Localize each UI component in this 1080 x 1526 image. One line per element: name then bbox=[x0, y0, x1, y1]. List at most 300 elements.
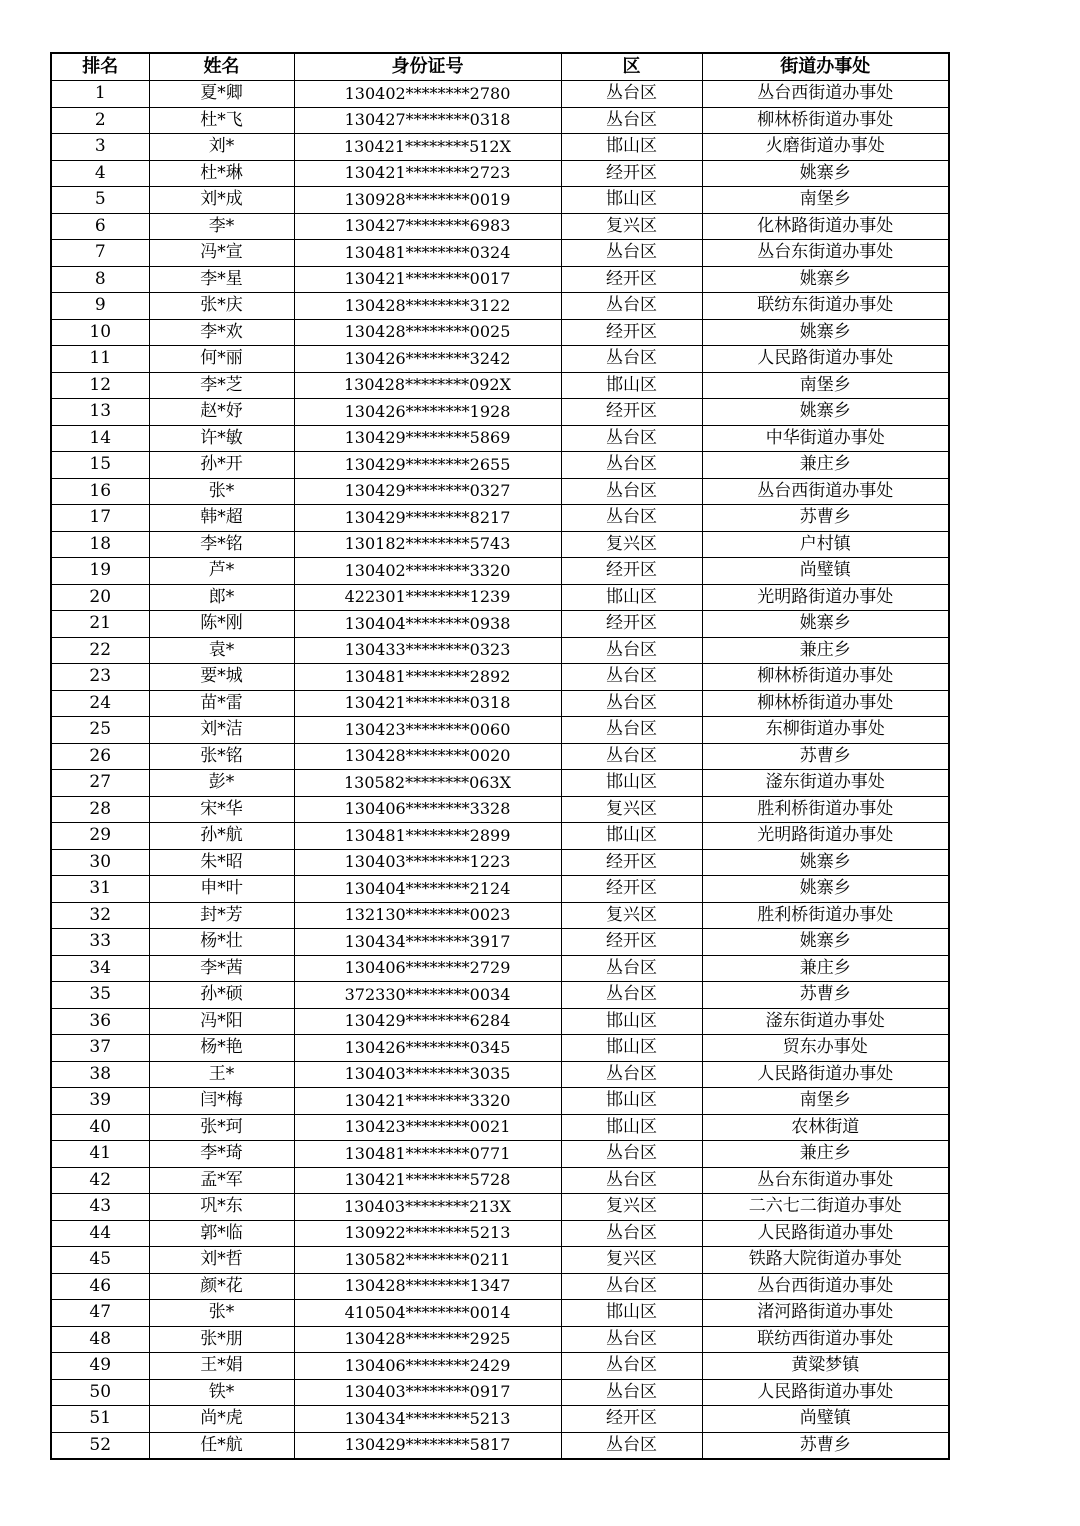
id-number-cell: 130421********512X bbox=[294, 134, 561, 161]
subdistrict-office-cell: 姚寨乡 bbox=[702, 399, 949, 426]
header-name: 姓名 bbox=[149, 53, 294, 81]
table-body bbox=[51, 81, 949, 1460]
name-cell: 王*娟 bbox=[149, 1353, 294, 1380]
table-row bbox=[51, 1379, 949, 1406]
name-cell: 李*茜 bbox=[149, 955, 294, 982]
rank-cell: 24 bbox=[51, 690, 149, 717]
id-number-cell: 130423********0060 bbox=[294, 717, 561, 744]
table-row bbox=[51, 1194, 949, 1221]
id-number-cell: 130426********3242 bbox=[294, 346, 561, 373]
table-row bbox=[51, 107, 949, 134]
district-cell: 丛台区 bbox=[561, 425, 702, 452]
district-cell: 丛台区 bbox=[561, 478, 702, 505]
district-cell: 经开区 bbox=[561, 558, 702, 585]
rank-cell: 52 bbox=[51, 1432, 149, 1459]
rank-cell: 28 bbox=[51, 796, 149, 823]
name-cell: 赵*妤 bbox=[149, 399, 294, 426]
district-cell: 丛台区 bbox=[561, 452, 702, 479]
rank-cell: 2 bbox=[51, 107, 149, 134]
subdistrict-office-cell: 兼庄乡 bbox=[702, 955, 949, 982]
rank-cell: 5 bbox=[51, 187, 149, 214]
id-number-cell: 130421********2723 bbox=[294, 160, 561, 187]
rank-cell: 30 bbox=[51, 849, 149, 876]
rank-cell: 45 bbox=[51, 1247, 149, 1274]
table-row bbox=[51, 955, 949, 982]
name-cell: 张*铭 bbox=[149, 743, 294, 770]
district-cell: 丛台区 bbox=[561, 1353, 702, 1380]
id-number-cell: 130433********0323 bbox=[294, 637, 561, 664]
district-cell: 邯山区 bbox=[561, 1088, 702, 1115]
rank-cell: 43 bbox=[51, 1194, 149, 1221]
table-row bbox=[51, 690, 949, 717]
table-row bbox=[51, 1035, 949, 1062]
subdistrict-office-cell: 二六七二街道办事处 bbox=[702, 1194, 949, 1221]
subdistrict-office-cell: 贸东办事处 bbox=[702, 1035, 949, 1062]
id-number-cell: 130403********213X bbox=[294, 1194, 561, 1221]
id-number-cell: 130481********0771 bbox=[294, 1141, 561, 1168]
header-id-number: 身份证号 bbox=[294, 53, 561, 81]
rank-cell: 15 bbox=[51, 452, 149, 479]
name-cell: 李*欢 bbox=[149, 319, 294, 346]
name-cell: 郎* bbox=[149, 584, 294, 611]
subdistrict-office-cell: 丛台西街道办事处 bbox=[702, 81, 949, 108]
header-subdistrict-office: 街道办事处 bbox=[702, 53, 949, 81]
subdistrict-office-cell: 兼庄乡 bbox=[702, 452, 949, 479]
table-row bbox=[51, 399, 949, 426]
rank-cell: 23 bbox=[51, 664, 149, 691]
subdistrict-office-cell: 苏曹乡 bbox=[702, 1432, 949, 1459]
id-number-cell: 132130********0023 bbox=[294, 902, 561, 929]
district-cell: 丛台区 bbox=[561, 690, 702, 717]
name-cell: 李*芝 bbox=[149, 372, 294, 399]
name-cell: 郭*临 bbox=[149, 1220, 294, 1247]
rank-cell: 17 bbox=[51, 505, 149, 532]
id-number-cell: 372330********0034 bbox=[294, 982, 561, 1009]
subdistrict-office-cell: 东柳街道办事处 bbox=[702, 717, 949, 744]
rank-cell: 36 bbox=[51, 1008, 149, 1035]
id-number-cell: 130403********3035 bbox=[294, 1061, 561, 1088]
subdistrict-office-cell: 姚寨乡 bbox=[702, 876, 949, 903]
name-cell: 任*航 bbox=[149, 1432, 294, 1459]
rank-cell: 10 bbox=[51, 319, 149, 346]
district-cell: 丛台区 bbox=[561, 955, 702, 982]
name-cell: 袁* bbox=[149, 637, 294, 664]
id-number-cell: 130428********2925 bbox=[294, 1326, 561, 1353]
name-cell: 铁* bbox=[149, 1379, 294, 1406]
name-cell: 许*敏 bbox=[149, 425, 294, 452]
district-cell: 丛台区 bbox=[561, 664, 702, 691]
id-number-cell: 130402********3320 bbox=[294, 558, 561, 585]
id-number-cell: 130434********3917 bbox=[294, 929, 561, 956]
table-row bbox=[51, 1008, 949, 1035]
id-number-cell: 130421********0017 bbox=[294, 266, 561, 293]
rank-cell: 19 bbox=[51, 558, 149, 585]
header-row bbox=[51, 53, 949, 81]
rank-cell: 20 bbox=[51, 584, 149, 611]
district-cell: 丛台区 bbox=[561, 107, 702, 134]
rank-cell: 13 bbox=[51, 399, 149, 426]
district-cell: 邯山区 bbox=[561, 1035, 702, 1062]
subdistrict-office-cell: 尚璧镇 bbox=[702, 558, 949, 585]
name-cell: 刘*洁 bbox=[149, 717, 294, 744]
rank-cell: 48 bbox=[51, 1326, 149, 1353]
subdistrict-office-cell: 滏东街道办事处 bbox=[702, 770, 949, 797]
subdistrict-office-cell: 人民路街道办事处 bbox=[702, 346, 949, 373]
subdistrict-office-cell: 渚河路街道办事处 bbox=[702, 1300, 949, 1327]
district-cell: 丛台区 bbox=[561, 240, 702, 267]
rank-cell: 39 bbox=[51, 1088, 149, 1115]
table-row bbox=[51, 849, 949, 876]
table-row bbox=[51, 770, 949, 797]
name-cell: 申*叶 bbox=[149, 876, 294, 903]
id-number-cell: 130426********1928 bbox=[294, 399, 561, 426]
subdistrict-office-cell: 黄粱梦镇 bbox=[702, 1353, 949, 1380]
district-cell: 经开区 bbox=[561, 611, 702, 638]
table-row bbox=[51, 1273, 949, 1300]
district-cell: 丛台区 bbox=[561, 1141, 702, 1168]
id-number-cell: 130182********5743 bbox=[294, 531, 561, 558]
rank-cell: 47 bbox=[51, 1300, 149, 1327]
rank-cell: 33 bbox=[51, 929, 149, 956]
rank-cell: 6 bbox=[51, 213, 149, 240]
subdistrict-office-cell: 胜利桥街道办事处 bbox=[702, 902, 949, 929]
id-number-cell: 130922********5213 bbox=[294, 1220, 561, 1247]
table-row bbox=[51, 240, 949, 267]
header-rank: 排名 bbox=[51, 53, 149, 81]
table-row bbox=[51, 902, 949, 929]
name-cell: 孙*硕 bbox=[149, 982, 294, 1009]
table-row bbox=[51, 1088, 949, 1115]
subdistrict-office-cell: 丛台东街道办事处 bbox=[702, 240, 949, 267]
subdistrict-office-cell: 苏曹乡 bbox=[702, 982, 949, 1009]
table-row bbox=[51, 134, 949, 161]
district-cell: 丛台区 bbox=[561, 1326, 702, 1353]
name-cell: 何*丽 bbox=[149, 346, 294, 373]
name-cell: 芦* bbox=[149, 558, 294, 585]
district-cell: 经开区 bbox=[561, 1406, 702, 1433]
rank-cell: 37 bbox=[51, 1035, 149, 1062]
subdistrict-office-cell: 苏曹乡 bbox=[702, 505, 949, 532]
district-cell: 丛台区 bbox=[561, 1379, 702, 1406]
table-row bbox=[51, 1353, 949, 1380]
table-row bbox=[51, 717, 949, 744]
header-district: 区 bbox=[561, 53, 702, 81]
district-cell: 复兴区 bbox=[561, 796, 702, 823]
rank-cell: 32 bbox=[51, 902, 149, 929]
name-cell: 宋*华 bbox=[149, 796, 294, 823]
id-number-cell: 130481********0324 bbox=[294, 240, 561, 267]
district-cell: 丛台区 bbox=[561, 505, 702, 532]
name-cell: 闫*梅 bbox=[149, 1088, 294, 1115]
subdistrict-office-cell: 人民路街道办事处 bbox=[702, 1061, 949, 1088]
name-cell: 张* bbox=[149, 1300, 294, 1327]
table-row bbox=[51, 823, 949, 850]
subdistrict-office-cell: 户村镇 bbox=[702, 531, 949, 558]
name-cell: 夏*卿 bbox=[149, 81, 294, 108]
rank-cell: 42 bbox=[51, 1167, 149, 1194]
name-cell: 杨*壮 bbox=[149, 929, 294, 956]
table-row bbox=[51, 505, 949, 532]
id-number-cell: 130404********0938 bbox=[294, 611, 561, 638]
rank-cell: 50 bbox=[51, 1379, 149, 1406]
name-cell: 冯*阳 bbox=[149, 1008, 294, 1035]
table-row bbox=[51, 929, 949, 956]
subdistrict-office-cell: 苏曹乡 bbox=[702, 743, 949, 770]
id-number-cell: 130429********5817 bbox=[294, 1432, 561, 1459]
subdistrict-office-cell: 铁路大院街道办事处 bbox=[702, 1247, 949, 1274]
subdistrict-office-cell: 光明路街道办事处 bbox=[702, 584, 949, 611]
subdistrict-office-cell: 中华街道办事处 bbox=[702, 425, 949, 452]
subdistrict-office-cell: 姚寨乡 bbox=[702, 160, 949, 187]
subdistrict-office-cell: 人民路街道办事处 bbox=[702, 1220, 949, 1247]
id-number-cell: 130406********2729 bbox=[294, 955, 561, 982]
rank-cell: 4 bbox=[51, 160, 149, 187]
id-number-cell: 130582********063X bbox=[294, 770, 561, 797]
district-cell: 经开区 bbox=[561, 876, 702, 903]
name-cell: 孙*航 bbox=[149, 823, 294, 850]
table-row bbox=[51, 1061, 949, 1088]
id-number-cell: 130421********5728 bbox=[294, 1167, 561, 1194]
district-cell: 邯山区 bbox=[561, 584, 702, 611]
rank-cell: 46 bbox=[51, 1273, 149, 1300]
rank-cell: 22 bbox=[51, 637, 149, 664]
subdistrict-office-cell: 姚寨乡 bbox=[702, 611, 949, 638]
id-number-cell: 130481********2899 bbox=[294, 823, 561, 850]
table-row bbox=[51, 743, 949, 770]
subdistrict-office-cell: 人民路街道办事处 bbox=[702, 1379, 949, 1406]
subdistrict-office-cell: 兼庄乡 bbox=[702, 1141, 949, 1168]
id-number-cell: 130403********0917 bbox=[294, 1379, 561, 1406]
district-cell: 丛台区 bbox=[561, 346, 702, 373]
district-cell: 丛台区 bbox=[561, 1167, 702, 1194]
id-number-cell: 130434********5213 bbox=[294, 1406, 561, 1433]
district-cell: 复兴区 bbox=[561, 1247, 702, 1274]
name-cell: 刘* bbox=[149, 134, 294, 161]
subdistrict-office-cell: 兼庄乡 bbox=[702, 637, 949, 664]
name-cell: 颜*花 bbox=[149, 1273, 294, 1300]
table-row bbox=[51, 266, 949, 293]
id-number-cell: 130421********3320 bbox=[294, 1088, 561, 1115]
name-cell: 巩*东 bbox=[149, 1194, 294, 1221]
district-cell: 复兴区 bbox=[561, 531, 702, 558]
district-cell: 丛台区 bbox=[561, 1273, 702, 1300]
id-number-cell: 130428********0020 bbox=[294, 743, 561, 770]
table-row bbox=[51, 531, 949, 558]
rank-cell: 14 bbox=[51, 425, 149, 452]
rank-cell: 7 bbox=[51, 240, 149, 267]
name-cell: 杜*琳 bbox=[149, 160, 294, 187]
name-cell: 刘*哲 bbox=[149, 1247, 294, 1274]
name-cell: 李*星 bbox=[149, 266, 294, 293]
id-number-cell: 130427********0318 bbox=[294, 107, 561, 134]
name-cell: 张*朋 bbox=[149, 1326, 294, 1353]
rank-cell: 41 bbox=[51, 1141, 149, 1168]
district-cell: 丛台区 bbox=[561, 717, 702, 744]
rank-cell: 27 bbox=[51, 770, 149, 797]
subdistrict-office-cell: 丛台西街道办事处 bbox=[702, 1273, 949, 1300]
name-cell: 李* bbox=[149, 213, 294, 240]
table-row bbox=[51, 584, 949, 611]
subdistrict-office-cell: 胜利桥街道办事处 bbox=[702, 796, 949, 823]
id-number-cell: 130428********0025 bbox=[294, 319, 561, 346]
table-row bbox=[51, 478, 949, 505]
rank-cell: 16 bbox=[51, 478, 149, 505]
rank-cell: 21 bbox=[51, 611, 149, 638]
rank-cell: 40 bbox=[51, 1114, 149, 1141]
district-cell: 经开区 bbox=[561, 399, 702, 426]
name-cell: 张*庆 bbox=[149, 293, 294, 320]
table-row bbox=[51, 1167, 949, 1194]
table-row bbox=[51, 1406, 949, 1433]
district-cell: 丛台区 bbox=[561, 293, 702, 320]
district-cell: 经开区 bbox=[561, 266, 702, 293]
name-cell: 苗*雷 bbox=[149, 690, 294, 717]
name-cell: 张*珂 bbox=[149, 1114, 294, 1141]
rank-cell: 34 bbox=[51, 955, 149, 982]
district-cell: 复兴区 bbox=[561, 213, 702, 240]
district-cell: 丛台区 bbox=[561, 1061, 702, 1088]
district-cell: 邯山区 bbox=[561, 770, 702, 797]
name-cell: 彭* bbox=[149, 770, 294, 797]
name-cell: 韩*超 bbox=[149, 505, 294, 532]
id-number-cell: 130429********6284 bbox=[294, 1008, 561, 1035]
district-cell: 丛台区 bbox=[561, 1220, 702, 1247]
name-cell: 张* bbox=[149, 478, 294, 505]
subdistrict-office-cell: 南堡乡 bbox=[702, 372, 949, 399]
table-row bbox=[51, 796, 949, 823]
id-number-cell: 130423********0021 bbox=[294, 1114, 561, 1141]
name-cell: 刘*成 bbox=[149, 187, 294, 214]
table-row bbox=[51, 664, 949, 691]
district-cell: 复兴区 bbox=[561, 1194, 702, 1221]
district-cell: 丛台区 bbox=[561, 1432, 702, 1459]
table-row bbox=[51, 346, 949, 373]
district-cell: 邯山区 bbox=[561, 372, 702, 399]
id-number-cell: 130404********2124 bbox=[294, 876, 561, 903]
rank-cell: 9 bbox=[51, 293, 149, 320]
subdistrict-office-cell: 火磨街道办事处 bbox=[702, 134, 949, 161]
id-number-cell: 130428********092X bbox=[294, 372, 561, 399]
subdistrict-office-cell: 化林路街道办事处 bbox=[702, 213, 949, 240]
district-cell: 丛台区 bbox=[561, 743, 702, 770]
rank-cell: 12 bbox=[51, 372, 149, 399]
rank-cell: 26 bbox=[51, 743, 149, 770]
table-row bbox=[51, 1300, 949, 1327]
table-row bbox=[51, 982, 949, 1009]
rank-cell: 44 bbox=[51, 1220, 149, 1247]
id-number-cell: 130429********5869 bbox=[294, 425, 561, 452]
table-row bbox=[51, 187, 949, 214]
id-number-cell: 130406********3328 bbox=[294, 796, 561, 823]
district-cell: 丛台区 bbox=[561, 982, 702, 1009]
name-cell: 封*芳 bbox=[149, 902, 294, 929]
id-number-cell: 130427********6983 bbox=[294, 213, 561, 240]
rank-cell: 18 bbox=[51, 531, 149, 558]
name-cell: 孟*军 bbox=[149, 1167, 294, 1194]
id-number-cell: 130428********3122 bbox=[294, 293, 561, 320]
district-cell: 丛台区 bbox=[561, 637, 702, 664]
name-cell: 李*铭 bbox=[149, 531, 294, 558]
name-cell: 尚*虎 bbox=[149, 1406, 294, 1433]
table-row bbox=[51, 425, 949, 452]
district-cell: 邯山区 bbox=[561, 1300, 702, 1327]
rank-cell: 35 bbox=[51, 982, 149, 1009]
table-row bbox=[51, 452, 949, 479]
district-cell: 邯山区 bbox=[561, 1008, 702, 1035]
name-cell: 李*琦 bbox=[149, 1141, 294, 1168]
name-cell: 孙*开 bbox=[149, 452, 294, 479]
name-cell: 冯*宣 bbox=[149, 240, 294, 267]
district-cell: 邯山区 bbox=[561, 823, 702, 850]
subdistrict-office-cell: 联纺西街道办事处 bbox=[702, 1326, 949, 1353]
id-number-cell: 422301********1239 bbox=[294, 584, 561, 611]
table-row bbox=[51, 1326, 949, 1353]
rank-cell: 51 bbox=[51, 1406, 149, 1433]
table-row bbox=[51, 876, 949, 903]
table-row bbox=[51, 1141, 949, 1168]
table-row bbox=[51, 637, 949, 664]
table-row bbox=[51, 319, 949, 346]
id-number-cell: 130928********0019 bbox=[294, 187, 561, 214]
subdistrict-office-cell: 滏东街道办事处 bbox=[702, 1008, 949, 1035]
rank-cell: 25 bbox=[51, 717, 149, 744]
id-number-cell: 130429********8217 bbox=[294, 505, 561, 532]
table-row bbox=[51, 81, 949, 108]
subdistrict-office-cell: 南堡乡 bbox=[702, 187, 949, 214]
id-number-cell: 130421********0318 bbox=[294, 690, 561, 717]
table-row bbox=[51, 1114, 949, 1141]
subdistrict-office-cell: 联纺东街道办事处 bbox=[702, 293, 949, 320]
subdistrict-office-cell: 柳林桥街道办事处 bbox=[702, 107, 949, 134]
subdistrict-office-cell: 丛台西街道办事处 bbox=[702, 478, 949, 505]
district-cell: 经开区 bbox=[561, 319, 702, 346]
rank-cell: 49 bbox=[51, 1353, 149, 1380]
rank-cell: 1 bbox=[51, 81, 149, 108]
rank-cell: 38 bbox=[51, 1061, 149, 1088]
subdistrict-office-cell: 姚寨乡 bbox=[702, 266, 949, 293]
name-cell: 杜*飞 bbox=[149, 107, 294, 134]
district-cell: 经开区 bbox=[561, 160, 702, 187]
table-row bbox=[51, 1220, 949, 1247]
district-cell: 复兴区 bbox=[561, 902, 702, 929]
id-number-cell: 130429********0327 bbox=[294, 478, 561, 505]
id-number-cell: 130481********2892 bbox=[294, 664, 561, 691]
district-cell: 丛台区 bbox=[561, 81, 702, 108]
rank-cell: 3 bbox=[51, 134, 149, 161]
ranking-table bbox=[50, 52, 950, 1460]
subdistrict-office-cell: 南堡乡 bbox=[702, 1088, 949, 1115]
rank-cell: 11 bbox=[51, 346, 149, 373]
district-cell: 经开区 bbox=[561, 849, 702, 876]
id-number-cell: 130429********2655 bbox=[294, 452, 561, 479]
id-number-cell: 130406********2429 bbox=[294, 1353, 561, 1380]
name-cell: 要*城 bbox=[149, 664, 294, 691]
name-cell: 王* bbox=[149, 1061, 294, 1088]
subdistrict-office-cell: 姚寨乡 bbox=[702, 929, 949, 956]
subdistrict-office-cell: 光明路街道办事处 bbox=[702, 823, 949, 850]
table-row bbox=[51, 558, 949, 585]
district-cell: 邯山区 bbox=[561, 1114, 702, 1141]
table-row bbox=[51, 611, 949, 638]
district-cell: 经开区 bbox=[561, 929, 702, 956]
table-row bbox=[51, 160, 949, 187]
subdistrict-office-cell: 尚璧镇 bbox=[702, 1406, 949, 1433]
id-number-cell: 410504********0014 bbox=[294, 1300, 561, 1327]
table-row bbox=[51, 1432, 949, 1459]
table-row bbox=[51, 372, 949, 399]
subdistrict-office-cell: 丛台东街道办事处 bbox=[702, 1167, 949, 1194]
id-number-cell: 130428********1347 bbox=[294, 1273, 561, 1300]
